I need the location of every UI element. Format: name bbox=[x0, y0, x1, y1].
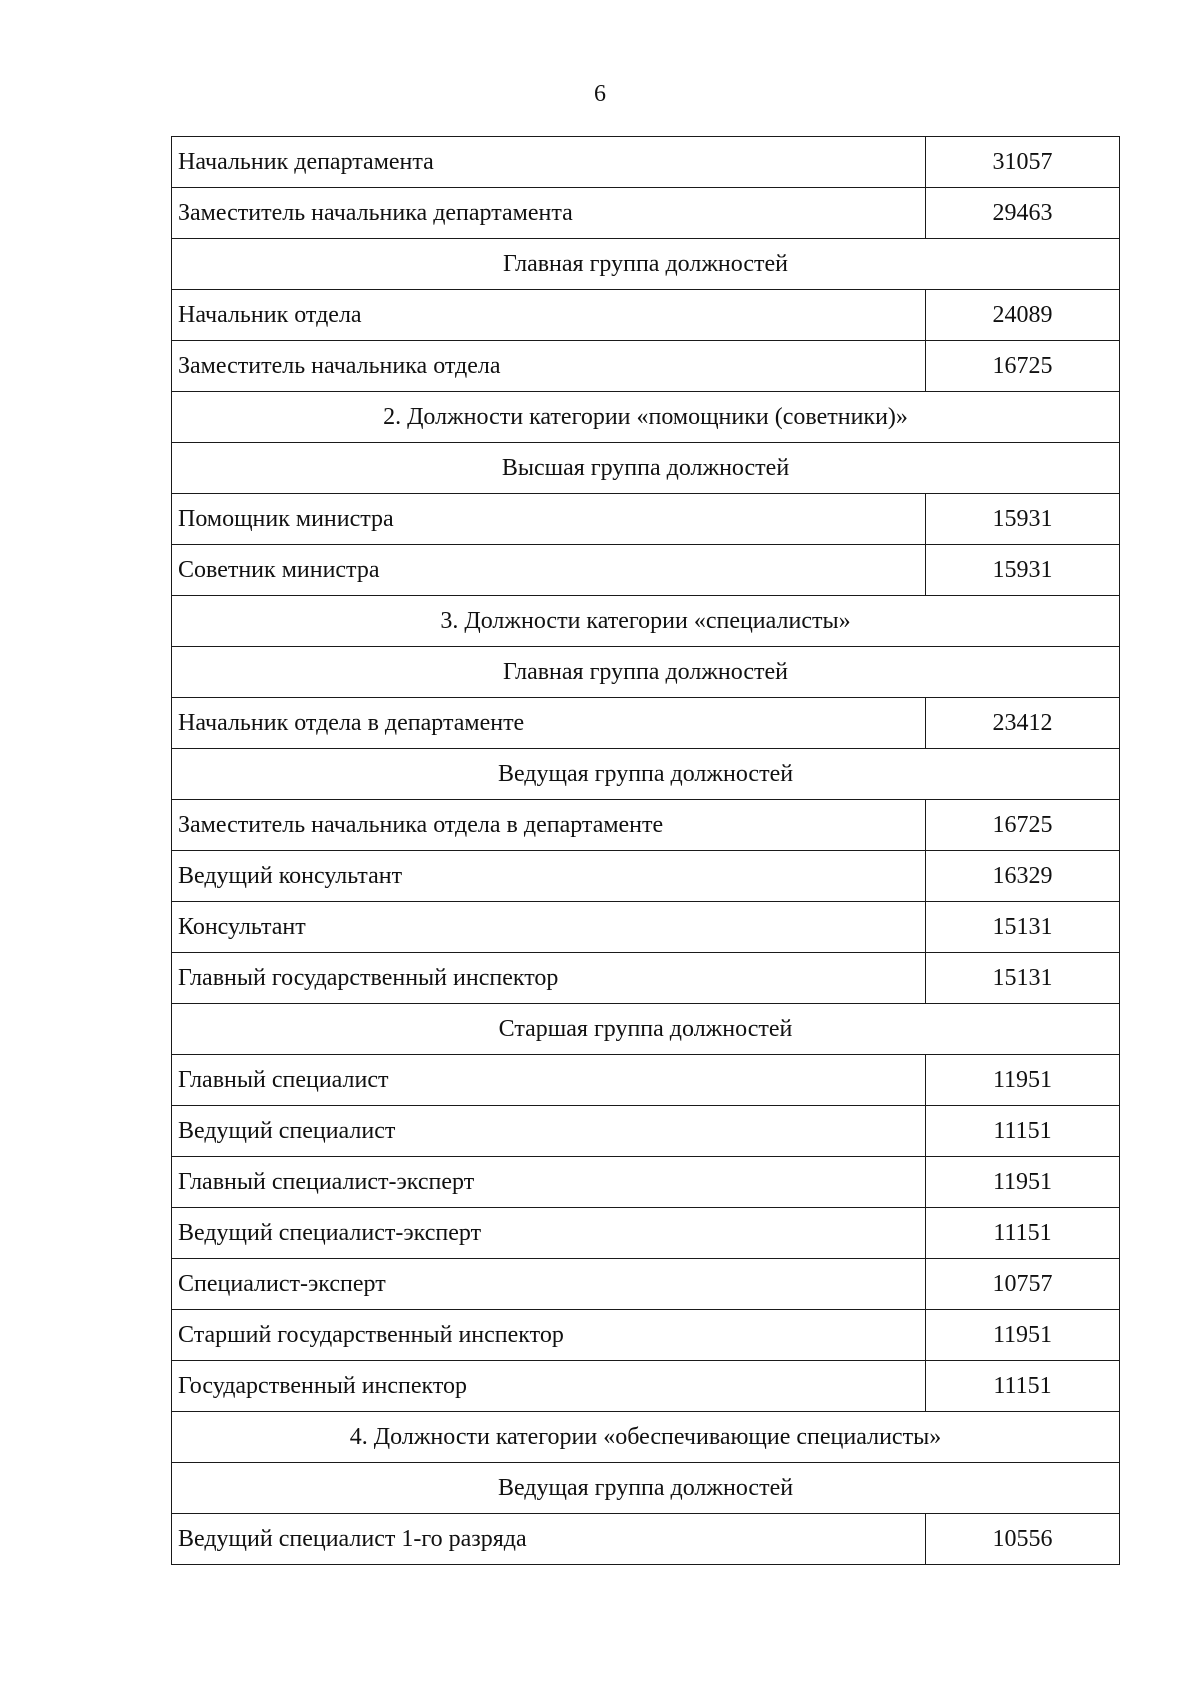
table-row bbox=[172, 1106, 1120, 1157]
table-row bbox=[172, 851, 1120, 902]
position-name: Специалист-эксперт bbox=[172, 1259, 926, 1310]
group-header-row bbox=[172, 647, 1120, 698]
position-name: Государственный инспектор bbox=[172, 1361, 926, 1412]
salary-value: 16329 bbox=[926, 851, 1120, 902]
group-header-row bbox=[172, 749, 1120, 800]
salary-value: 11951 bbox=[926, 1055, 1120, 1106]
salary-value: 16725 bbox=[926, 800, 1120, 851]
salary-value: 23412 bbox=[926, 698, 1120, 749]
salary-value: 10556 bbox=[926, 1514, 1120, 1565]
group-header: Главная группа должностей bbox=[172, 647, 1120, 698]
group-header-row bbox=[172, 239, 1120, 290]
salary-value: 31057 bbox=[926, 137, 1120, 188]
group-header: Ведущая группа должностей bbox=[172, 749, 1120, 800]
position-name: Ведущий специалист 1-го разряда bbox=[172, 1514, 926, 1565]
table-row bbox=[172, 902, 1120, 953]
position-name: Советник министра bbox=[172, 545, 926, 596]
position-name: Заместитель начальника департамента bbox=[172, 188, 926, 239]
salary-value: 15931 bbox=[926, 494, 1120, 545]
table-row bbox=[172, 800, 1120, 851]
salary-value: 24089 bbox=[926, 290, 1120, 341]
salary-table bbox=[171, 136, 1120, 1565]
table-row bbox=[172, 290, 1120, 341]
group-header: 2. Должности категории «помощники (советники)» bbox=[172, 392, 1120, 443]
group-header: Главная группа должностей bbox=[172, 239, 1120, 290]
table-row bbox=[172, 494, 1120, 545]
group-header-row bbox=[172, 1412, 1120, 1463]
group-header: 3. Должности категории «специалисты» bbox=[172, 596, 1120, 647]
group-header-row bbox=[172, 1004, 1120, 1055]
table-row bbox=[172, 1259, 1120, 1310]
group-header-row bbox=[172, 1463, 1120, 1514]
table-row bbox=[172, 1514, 1120, 1565]
salary-value: 16725 bbox=[926, 341, 1120, 392]
group-header-row bbox=[172, 443, 1120, 494]
salary-value: 29463 bbox=[926, 188, 1120, 239]
group-header-row bbox=[172, 596, 1120, 647]
group-header: 4. Должности категории «обеспечивающие специалисты» bbox=[172, 1412, 1120, 1463]
table-row bbox=[172, 545, 1120, 596]
table-row bbox=[172, 698, 1120, 749]
position-name: Ведущий консультант bbox=[172, 851, 926, 902]
table-row bbox=[172, 953, 1120, 1004]
position-name: Консультант bbox=[172, 902, 926, 953]
position-name: Ведущий специалист bbox=[172, 1106, 926, 1157]
table-row bbox=[172, 137, 1120, 188]
position-name: Главный специалист bbox=[172, 1055, 926, 1106]
position-name: Старший государственный инспектор bbox=[172, 1310, 926, 1361]
position-name: Ведущий специалист-эксперт bbox=[172, 1208, 926, 1259]
page-number: 6 bbox=[594, 81, 606, 107]
salary-value: 11951 bbox=[926, 1310, 1120, 1361]
salary-value: 10757 bbox=[926, 1259, 1120, 1310]
table-row bbox=[172, 1055, 1120, 1106]
group-header: Высшая группа должностей bbox=[172, 443, 1120, 494]
position-name: Заместитель начальника отдела в департаменте bbox=[172, 800, 926, 851]
table-row bbox=[172, 341, 1120, 392]
salary-value: 15931 bbox=[926, 545, 1120, 596]
table-row bbox=[172, 1310, 1120, 1361]
salary-value: 11151 bbox=[926, 1361, 1120, 1412]
table-row bbox=[172, 1361, 1120, 1412]
group-header: Старшая группа должностей bbox=[172, 1004, 1120, 1055]
salary-value: 15131 bbox=[926, 953, 1120, 1004]
position-name: Начальник отдела bbox=[172, 290, 926, 341]
position-name: Главный государственный инспектор bbox=[172, 953, 926, 1004]
group-header: Ведущая группа должностей bbox=[172, 1463, 1120, 1514]
position-name: Главный специалист-эксперт bbox=[172, 1157, 926, 1208]
table-row bbox=[172, 1157, 1120, 1208]
table-row bbox=[172, 188, 1120, 239]
salary-value: 11951 bbox=[926, 1157, 1120, 1208]
salary-value: 11151 bbox=[926, 1106, 1120, 1157]
position-name: Начальник департамента bbox=[172, 137, 926, 188]
salary-value: 11151 bbox=[926, 1208, 1120, 1259]
position-name: Заместитель начальника отдела bbox=[172, 341, 926, 392]
salary-value: 15131 bbox=[926, 902, 1120, 953]
position-name: Помощник министра bbox=[172, 494, 926, 545]
group-header-row bbox=[172, 392, 1120, 443]
table-row bbox=[172, 1208, 1120, 1259]
position-name: Начальник отдела в департаменте bbox=[172, 698, 926, 749]
table-body bbox=[172, 137, 1120, 1565]
